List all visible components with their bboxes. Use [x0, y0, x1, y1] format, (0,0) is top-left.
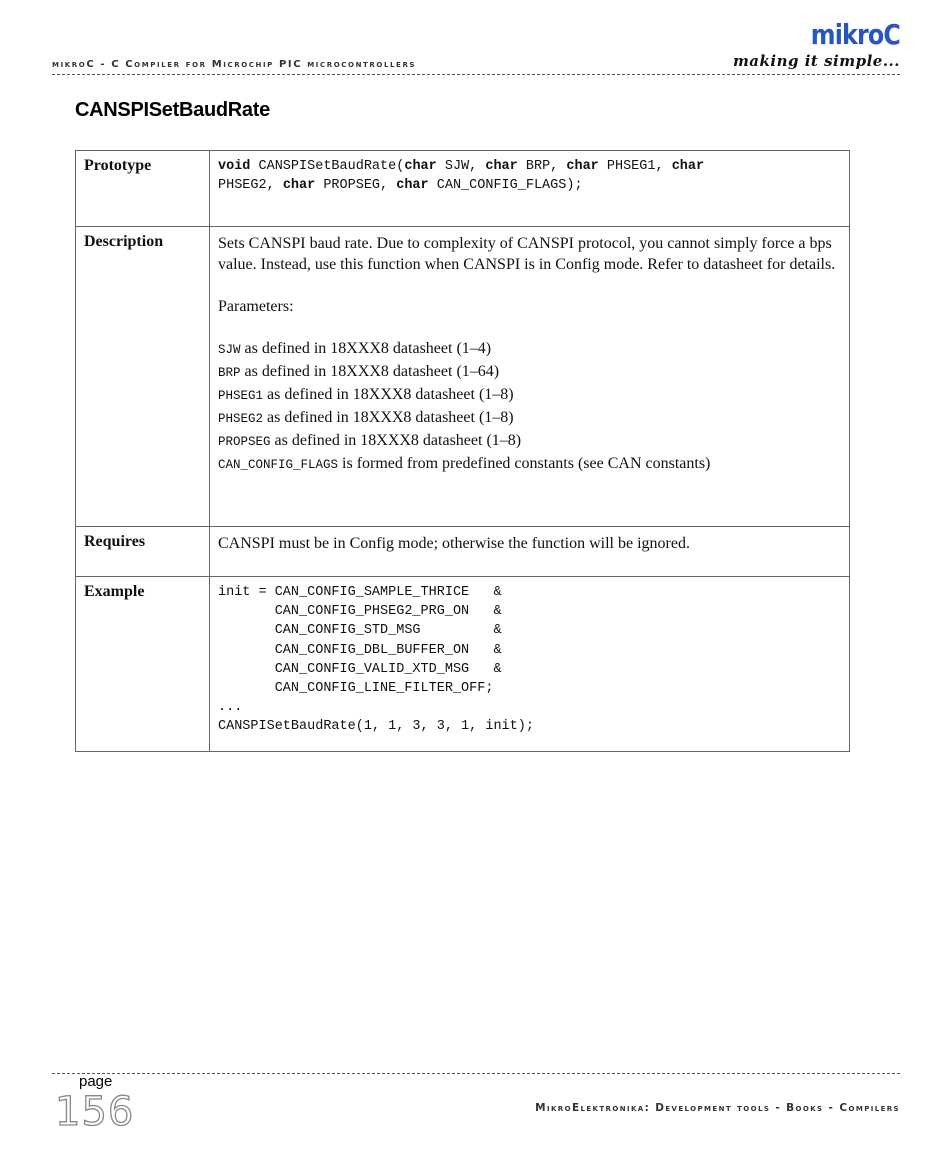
code-line: CAN_CONFIG_VALID_XTD_MSG & [218, 661, 502, 677]
code-line: init = CAN_CONFIG_SAMPLE_THRICE & [218, 585, 502, 600]
prototype-line-1 [218, 157, 841, 176]
prototype-keyword: char [396, 178, 429, 193]
prototype-row [76, 151, 850, 227]
prototype-cell [210, 151, 850, 227]
parameter-description: as defined in 18XXX8 datasheet (1–64) [240, 363, 500, 380]
parameter-name: SJW [218, 343, 241, 357]
code-line: CAN_CONFIG_STD_MSG & [218, 623, 502, 639]
parameter-name: BRP [218, 366, 241, 380]
parameter-list [218, 338, 841, 476]
prototype-keyword: void [218, 159, 251, 174]
prototype-line-2 [218, 176, 841, 195]
prototype-label: Prototype [76, 151, 210, 227]
prototype-text: PROPSEG, [315, 178, 397, 193]
prototype-text: PHSEG1, [598, 159, 672, 174]
parameter-item [218, 407, 841, 430]
description-cell [210, 227, 850, 527]
description-label: Description [76, 227, 210, 527]
parameter-description: as defined in 18XXX8 datasheet (1–8) [263, 409, 514, 426]
prototype-keyword: char [404, 159, 437, 174]
prototype-keyword: char [671, 159, 705, 174]
prototype-text: CAN_CONFIG_FLAGS); [428, 178, 583, 193]
mikroc-logo: mikroC [810, 18, 900, 51]
header-tagline: making it simple... [732, 52, 900, 70]
footer-text: MikroElektronika: Development tools - Books - Compilers [535, 1102, 900, 1114]
prototype-text: PHSEG2, [218, 178, 283, 193]
section-title: CANSPISetBaudRate [75, 99, 270, 121]
example-code-block [218, 583, 841, 737]
parameter-name: PHSEG2 [218, 412, 264, 426]
example-cell [210, 577, 850, 752]
footer-divider [52, 1073, 900, 1074]
parameter-item [218, 361, 841, 384]
description-row [76, 227, 850, 527]
prototype-keyword: char [282, 178, 316, 193]
code-line: ... [218, 700, 243, 716]
prototype-text: SJW, [436, 159, 486, 174]
example-row [76, 577, 850, 752]
parameter-description: as defined in 18XXX8 datasheet (1–4) [240, 340, 492, 357]
parameter-item [218, 430, 841, 453]
function-reference-table [75, 150, 850, 752]
parameter-description: as defined in 18XXX8 datasheet (1–8) [270, 432, 522, 449]
header-title: mikroC - C Compiler for Microchip PIC microcontrollers [52, 59, 417, 70]
parameter-name: CAN_CONFIG_FLAGS [218, 458, 339, 472]
prototype-keyword: char [485, 159, 518, 174]
parameter-name: PROPSEG [218, 435, 271, 449]
requires-text: CANSPI must be in Config mode; otherwise the function will be ignored. [210, 527, 850, 577]
page-label: page [79, 1073, 113, 1090]
header-divider [52, 74, 900, 75]
parameter-name: PHSEG1 [218, 389, 264, 403]
requires-row [76, 527, 850, 577]
description-text: Sets CANSPI baud rate. Due to complexity of CANSPI protocol, you cannot simply force a bps value. Instead, use this function when CANSPI is in Config mode. Refer to datasheet for details. [218, 235, 836, 273]
code-line: CAN_CONFIG_DBL_BUFFER_ON & [218, 642, 502, 658]
parameter-item [218, 384, 841, 407]
code-line: CAN_CONFIG_PHSEG2_PRG_ON & [218, 604, 502, 620]
example-label: Example [76, 577, 210, 752]
parameter-item [218, 453, 841, 476]
parameters-heading: Parameters: [218, 298, 294, 315]
prototype-text: BRP, [517, 159, 567, 174]
parameter-description: as defined in 18XXX8 datasheet (1–8) [263, 386, 514, 403]
prototype-text: CANSPISetBaudRate( [250, 159, 405, 174]
requires-label: Requires [76, 527, 210, 577]
parameter-item [218, 338, 841, 361]
code-line: CANSPISetBaudRate(1, 1, 3, 3, 1, init); [218, 719, 534, 735]
page-number: 156 [55, 1089, 135, 1135]
prototype-keyword: char [566, 159, 599, 174]
parameter-description: is formed from predefined constants (see CAN constants) [338, 455, 711, 472]
code-line: CAN_CONFIG_LINE_FILTER_OFF; [218, 681, 494, 697]
